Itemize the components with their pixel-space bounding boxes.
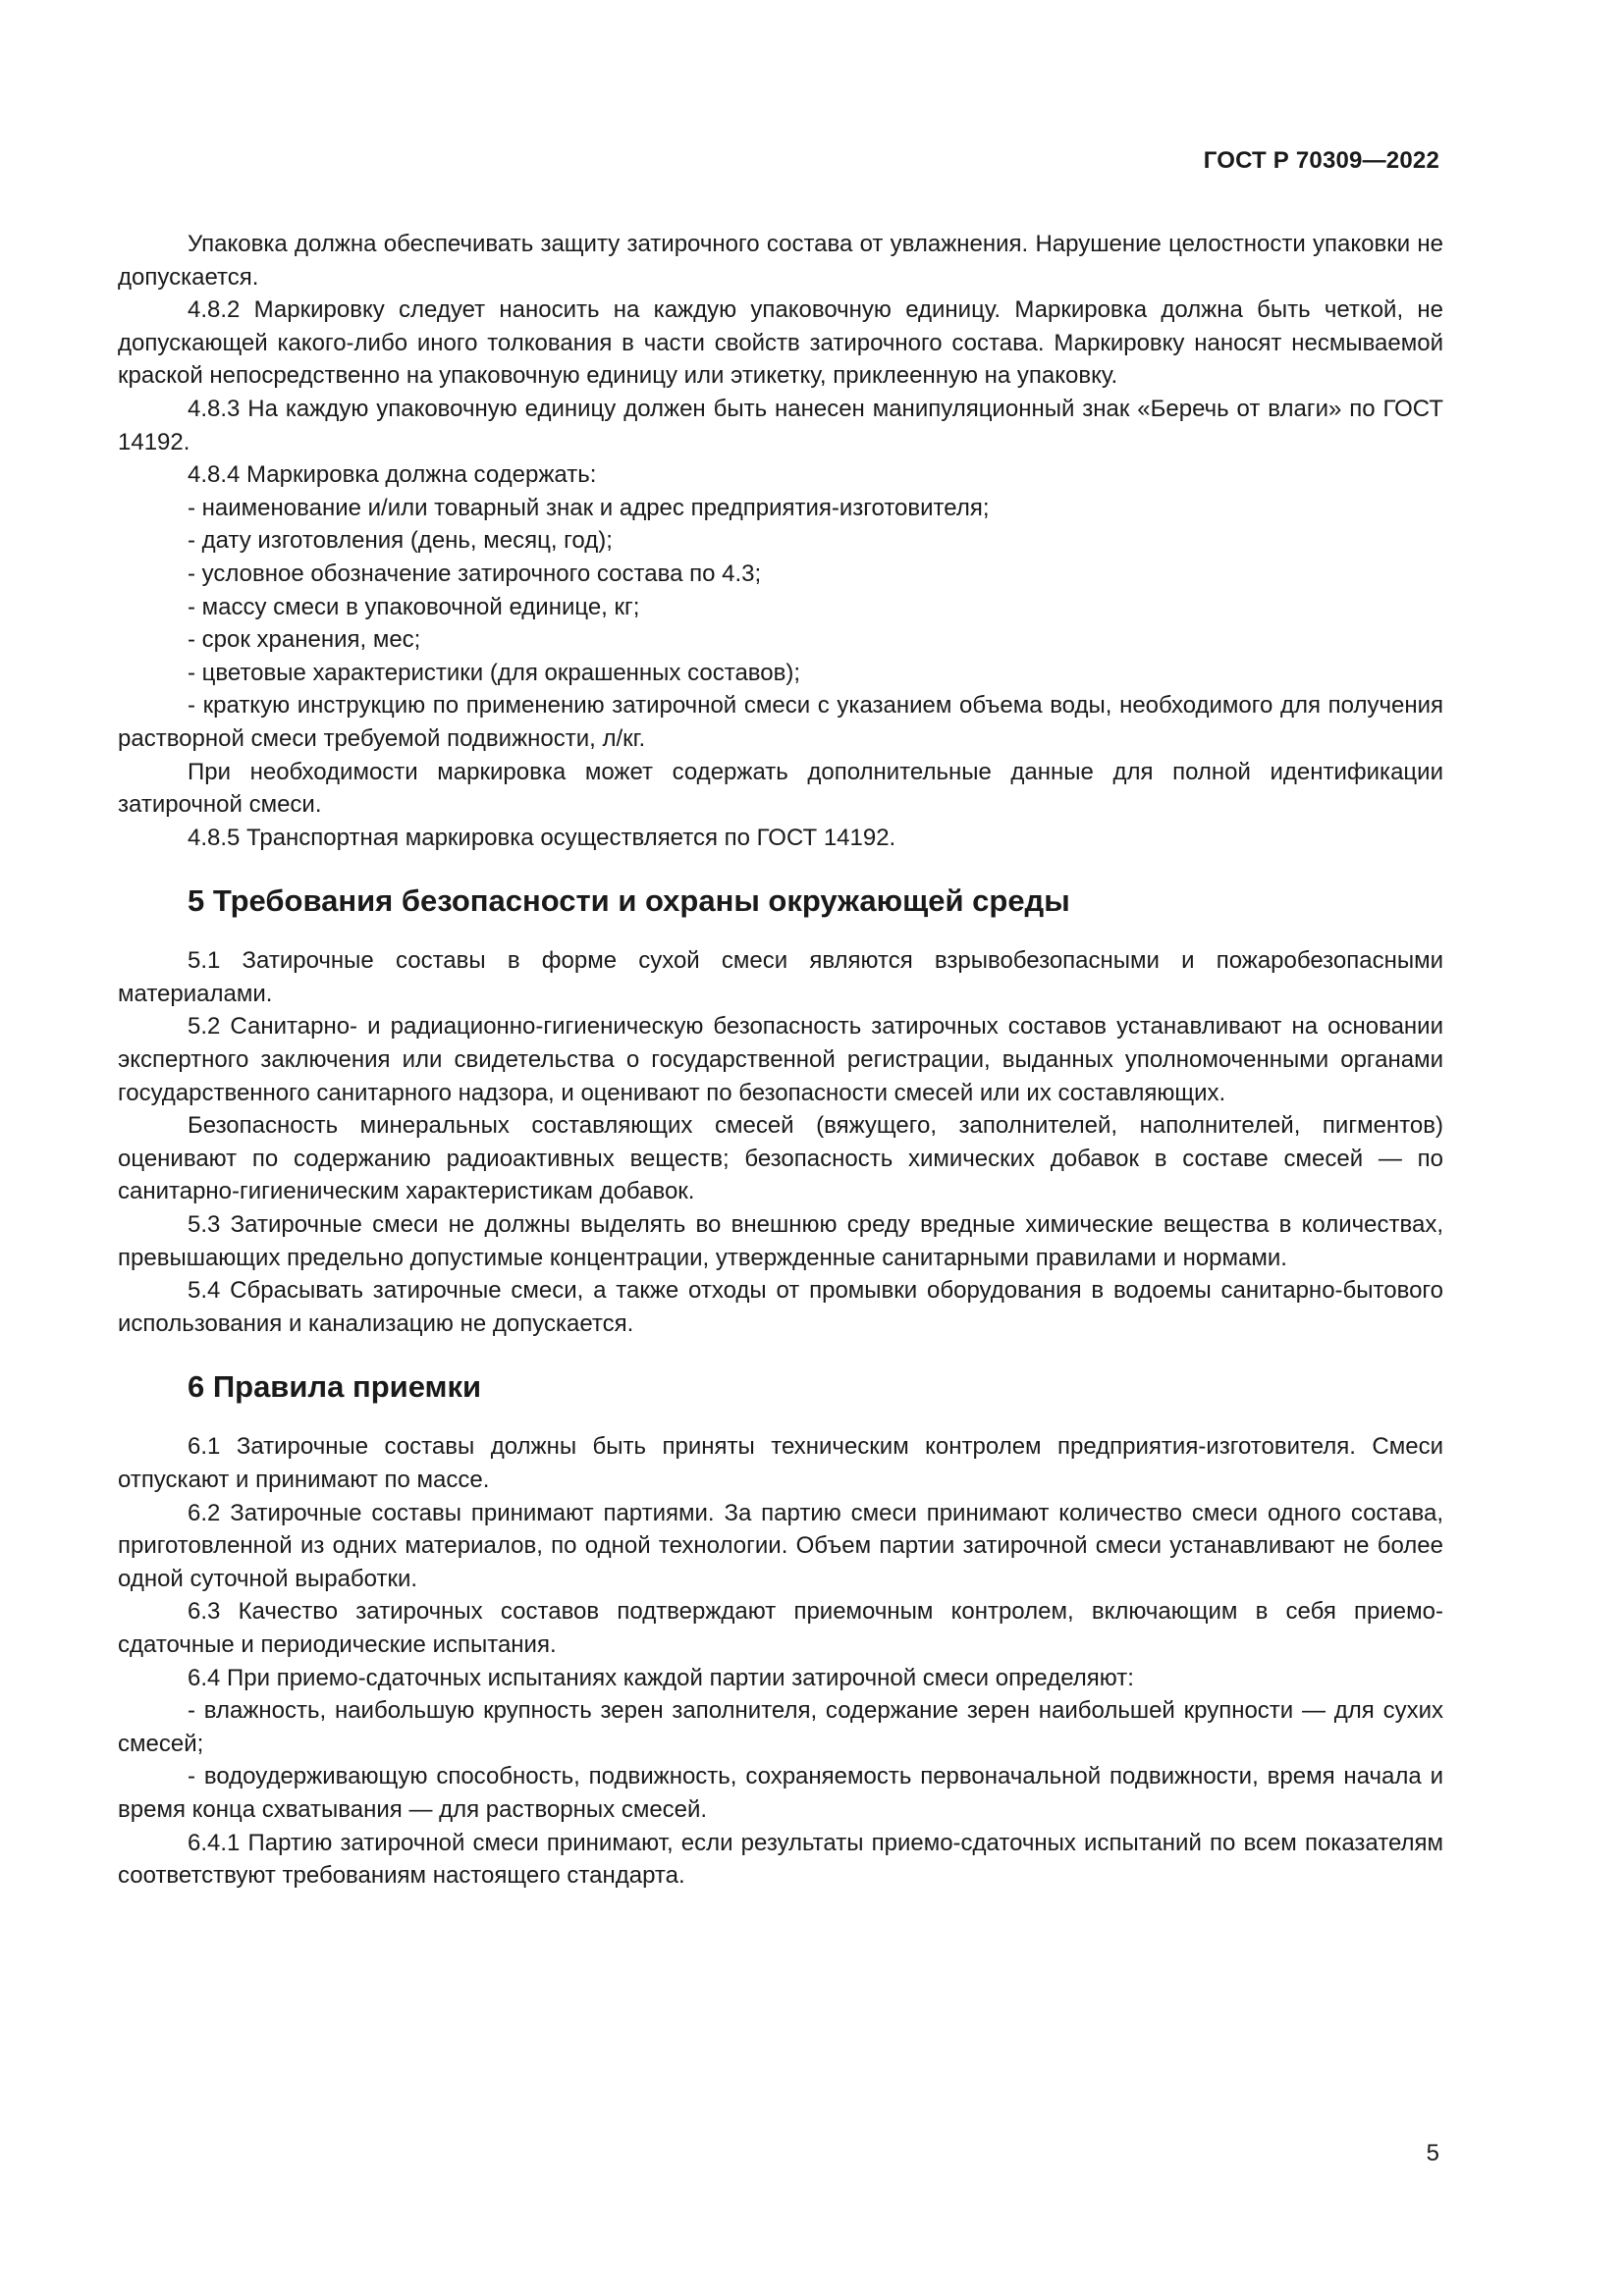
paragraph: 4.8.5 Транспортная маркировка осуществляется по ГОСТ 14192.: [188, 824, 896, 851]
list-item: - срок хранения, мес;: [188, 626, 421, 654]
list-item: - водоудерживающую способность, подвижность, сохраняемость первоначальной подвижности, время начала и время конца схватывания — для растворных смесей.: [118, 1763, 1443, 1823]
paragraph: При необходимости маркировка может содержать дополнительные данные для полной идентификации затирочной смеси.: [118, 758, 1443, 819]
section-heading-6: 6 Правила приемки: [188, 1369, 482, 1405]
list-item: - наименование и/или товарный знак и адрес предприятия-изготовителя;: [188, 494, 990, 521]
list-item: - цветовые характеристики (для окрашенных составов);: [188, 659, 801, 686]
paragraph: 6.4.1 Партию затирочной смеси принимают, если результаты приемо-сдаточных испытаний по всем показателям соответствуют требованиям настоящего стандарта.: [118, 1829, 1443, 1890]
paragraph: 6.3 Качество затирочных составов подтверждают приемочным контролем, включающим в себя приемо-сдаточные и периодические испытания.: [118, 1598, 1443, 1658]
paragraph: 6.2 Затирочные составы принимают партиями. За партию смеси принимают количество смеси одного состава, приготовленной из одних материалов, по одной технологии. Объем партии затирочной смеси устанавливают не более одной суточной выработки.: [118, 1499, 1443, 1592]
paragraph: 6.1 Затирочные составы должны быть приняты техническим контролем предприятия-изготовителя. Смеси отпускают и принимают по массе.: [118, 1433, 1443, 1493]
paragraph: 5.3 Затирочные смеси не должны выделять во внешнюю среду вредные химические вещества в количествах, превышающих предельно допустимые концентрации, утвержденные санитарными правилами и нормами.: [118, 1211, 1443, 1271]
document-body: [118, 228, 1443, 1893]
paragraph: 5.4 Сбрасывать затирочные смеси, а также отходы от промывки оборудования в водоемы санитарно-бытового использования и канализацию не допускается.: [118, 1277, 1443, 1337]
list-item: - влажность, наибольшую крупность зерен заполнителя, содержание зерен наибольшей крупности — для сухих смесей;: [118, 1697, 1443, 1757]
paragraph: Безопасность минеральных составляющих смесей (вяжущего, заполнителей, наполнителей, пигментов) оценивают по содержанию радиоактивных веществ; безопасность химических добавок в составе смесей — по санитарно-гигиеническим характеристикам добавок.: [118, 1112, 1443, 1205]
list-item: - дату изготовления (день, месяц, год);: [188, 527, 613, 555]
list-item: - массу смеси в упаковочной единице, кг;: [188, 593, 640, 620]
paragraph: 6.4 При приемо-сдаточных испытаниях каждой партии затирочной смеси определяют:: [188, 1664, 1134, 1691]
section-heading-5: 5 Требования безопасности и охраны окружающей среды: [188, 883, 1070, 919]
paragraph: 4.8.3 На каждую упаковочную единицу должен быть нанесен манипуляционный знак «Беречь от влаги» по ГОСТ 14192.: [118, 395, 1443, 455]
page-number: 5: [1426, 2140, 1439, 2166]
paragraph: 4.8.4 Маркировка должна содержать:: [188, 461, 597, 489]
paragraph: 4.8.2 Маркировку следует наносить на каждую упаковочную единицу. Маркировка должна быть четкой, не допускающей какого-либо иного толкования в части свойств затирочного состава. Маркировку наносят несмываемой краской непосредственно на упаковочную единицу или этикетку, приклеенную на упаковку.: [118, 296, 1443, 390]
paragraph: Упаковка должна обеспечивать защиту затирочного состава от увлажнения. Нарушение целостности упаковки не допускается.: [118, 231, 1443, 291]
paragraph: 5.1 Затирочные составы в форме сухой смеси являются взрывобезопасными и пожаробезопасными материалами.: [118, 947, 1443, 1007]
list-item: - краткую инструкцию по применению затирочной смеси с указанием объема воды, необходимого для получения растворной смеси требуемой подвижности, л/кг.: [118, 692, 1443, 752]
paragraph: 5.2 Санитарно- и радиационно-гигиеническую безопасность затирочных составов устанавливают на основании экспертного заключения или свидетельства о государственной регистрации, выданных уполномоченными органами государственного санитарного надзора, и оценивают по безопасности смесей или их составляющих.: [118, 1013, 1443, 1106]
list-item: - условное обозначение затирочного состава по 4.3;: [188, 560, 762, 587]
document-id-header: ГОСТ Р 70309—2022: [1203, 147, 1439, 174]
